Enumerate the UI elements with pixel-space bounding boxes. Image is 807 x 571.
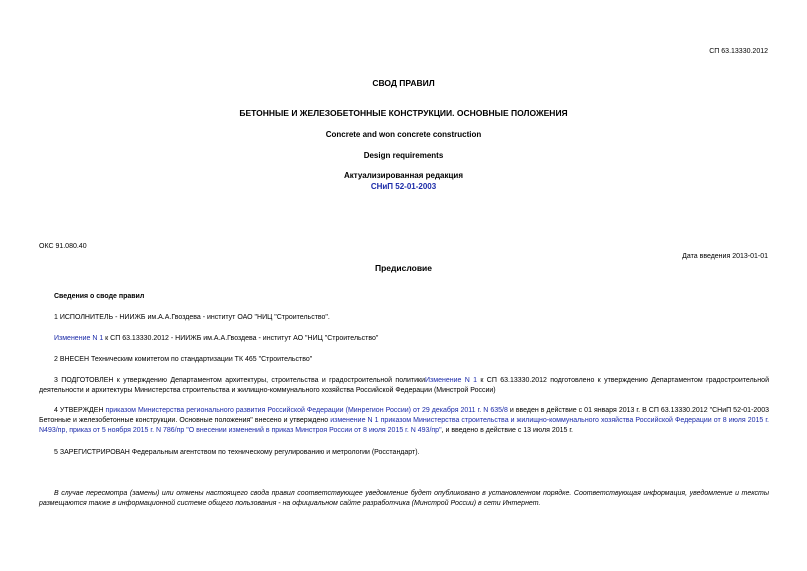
document-title: СВОД ПРАВИЛ: [372, 78, 435, 88]
amendment-link[interactable]: Изменение N 1: [54, 335, 104, 342]
revision-note: В случае пересмотра (замены) или отмены настоящего свода правил соответствующее уведомление будет опубликовано в установленном порядке. Соответствующая информация, уведомление и тексты размещаются также в информационной системе общего пользования - на официальном сайте разработчика (Минстрой России) в сети Интернет.: [39, 490, 769, 507]
paragraph-1: 1 ИСПОЛНИТЕЛЬ - НИИЖБ им.А.А.Гвоздева - институт ОАО "НИЦ "Строительство".: [54, 314, 330, 321]
amendment-link[interactable]: Изменение N 1: [425, 377, 478, 384]
info-heading: Сведения о своде правил: [54, 293, 145, 300]
paragraph-3-post: к СП 63.13330.2012 подготовлено к утверждению Департаментом градостроительной деятельности и архитектуры Министерства строительства и жилищно-коммунального хозяйства Российской Федерации (Минстрой России): [39, 377, 769, 394]
paragraph-4-mid: и введен в действие с 01 января 2013 г. В СП 63.13330.2012 "СНиП 52-01-2003 Бетонные и железобетонные конструкции. Основные положения" внесено и утверждено: [39, 407, 769, 424]
paragraph-4-pre: 4 УТВЕРЖДЕН: [54, 407, 106, 414]
paragraph-2: 2 ВНЕСЕН Техническим комитетом по стандартизации ТК 465 "Строительство": [54, 356, 313, 363]
english-subtitle: Design requirements: [363, 151, 444, 160]
edition-label: Актуализированная редакция: [344, 171, 463, 180]
order-link[interactable]: приказом Министерства регионального развития Российской Федерации (Минрегион России) от 29 декабря 2011 г. N 635/8: [105, 407, 508, 414]
effective-date: Дата введения 2013-01-01: [682, 253, 768, 260]
paragraph-1a: [39, 334, 769, 344]
amendment-order-link[interactable]: изменение N 1 приказом Министерства строительства и жилищно-коммунального хозяйства Российской Федерации от 8 июля 2015 г. N493/пр, приказ от 5 ноября 2015 г. N 786/пр "О внесении изменений в приказ Минстроя России от 8 июля 2015 г. N 493/пр": [39, 417, 769, 434]
paragraph-3: [39, 376, 769, 396]
oks-code: ОКС 91.080.40: [39, 243, 87, 250]
paragraph-3-pre: 3 ПОДГОТОВЛЕН к утверждению Департаментом архитектуры, строительства и градостроительной политики: [54, 377, 426, 384]
paragraph-4: [39, 406, 769, 436]
paragraph-1a-text: к СП 63.13330.2012 - НИИЖБ им.А.А.Гвоздева - институт АО "НИЦ "Строительство": [103, 335, 379, 342]
paragraph-5: 5 ЗАРЕГИСТРИРОВАН Федеральным агентством по техническому регулированию и метрологии (Росстандарт).: [54, 449, 420, 456]
preface-heading: Предисловие: [374, 263, 433, 273]
document-subtitle: БЕТОННЫЕ И ЖЕЛЕЗОБЕТОННЫЕ КОНСТРУКЦИИ. ОСНОВНЫЕ ПОЛОЖЕНИЯ: [239, 108, 568, 118]
snip-link[interactable]: СНиП 52-01-2003: [370, 182, 437, 191]
english-title: Concrete and won concrete construction: [325, 130, 482, 139]
document-code: СП 63.13330.2012: [709, 48, 768, 55]
paragraph-4-post: , и введено в действие с 13 июля 2015 г.: [441, 427, 573, 434]
